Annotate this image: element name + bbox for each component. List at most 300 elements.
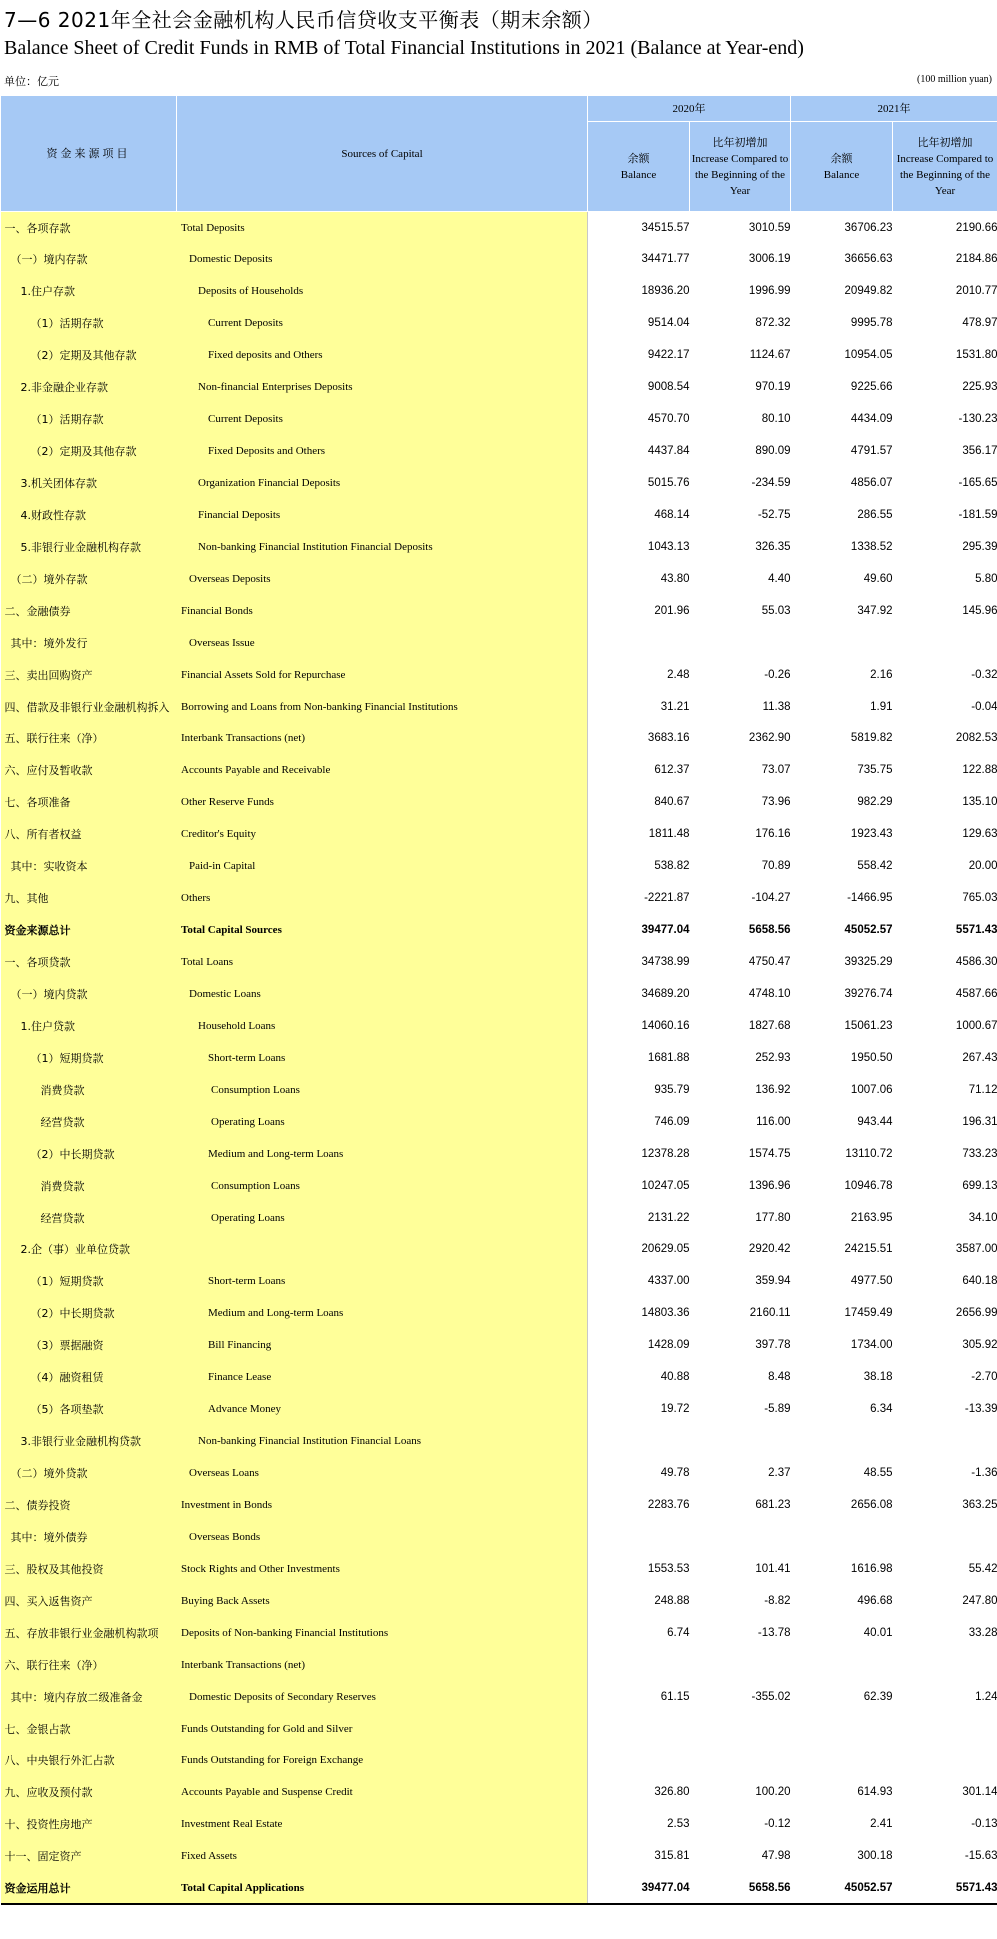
table-row <box>1 212 997 244</box>
row-label-cn: 其中：境外债券 <box>1 1521 177 1553</box>
header-increase-2021: 比年初增加 Increase Compared to the Beginning of the Year <box>893 122 997 212</box>
value-2020-increase: 55.03 <box>690 595 791 627</box>
table-row <box>1 978 997 1010</box>
row-label-en: Fixed Deposits and Others <box>177 435 588 467</box>
value-2021-increase: 1531.80 <box>893 339 997 371</box>
row-label-en: Deposits of Households <box>177 275 588 307</box>
row-label-en: Fixed Assets <box>177 1840 588 1872</box>
unit-label-cn: 单位：亿元 <box>4 75 59 88</box>
value-2021-balance: 10954.05 <box>791 339 893 371</box>
value-2020-increase: -0.26 <box>690 659 791 691</box>
header-increase-2020: 比年初增加 Increase Compared to the Beginning of the Year <box>690 122 791 212</box>
value-2021-balance <box>791 1425 893 1457</box>
value-2021-increase: -0.32 <box>893 659 997 691</box>
table-row <box>1 1808 997 1840</box>
value-2021-balance: 943.44 <box>791 1106 893 1138</box>
value-2020-increase: 73.07 <box>690 754 791 786</box>
unit-label-en: (100 million yuan) <box>917 74 992 85</box>
table-row <box>1 1521 997 1553</box>
row-label-cn: 九、应收及预付款 <box>1 1776 177 1808</box>
table-row <box>1 786 997 818</box>
table-row <box>1 1074 997 1106</box>
value-2020-balance: 4570.70 <box>588 403 690 435</box>
value-2021-balance: 1616.98 <box>791 1553 893 1585</box>
row-label-en: Overseas Issue <box>177 627 588 659</box>
value-2021-balance: 1734.00 <box>791 1329 893 1361</box>
row-label-cn: （1）短期贷款 <box>1 1042 177 1074</box>
row-label-cn: 五、存放非银行业金融机构款项 <box>1 1617 177 1649</box>
row-label-cn: 十一、固定资产 <box>1 1840 177 1872</box>
row-label-en: Fixed deposits and Others <box>177 339 588 371</box>
table-row <box>1 563 997 595</box>
value-2021-increase: 20.00 <box>893 850 997 882</box>
value-2021-increase: -2.70 <box>893 1361 997 1393</box>
value-2021-increase: 267.43 <box>893 1042 997 1074</box>
table-row <box>1 1138 997 1170</box>
row-label-en: Advance Money <box>177 1393 588 1425</box>
table-row <box>1 499 997 531</box>
row-label-en: Non-financial Enterprises Deposits <box>177 371 588 403</box>
value-2021-increase: 301.14 <box>893 1776 997 1808</box>
value-2020-increase: 2160.11 <box>690 1297 791 1329</box>
value-2021-increase: 733.23 <box>893 1138 997 1170</box>
value-2020-increase: 890.09 <box>690 435 791 467</box>
value-2020-increase: -8.82 <box>690 1585 791 1617</box>
value-2020-balance: 468.14 <box>588 499 690 531</box>
value-2021-balance: 9995.78 <box>791 307 893 339</box>
value-2021-increase: 2184.86 <box>893 243 997 275</box>
table-row <box>1 1713 997 1745</box>
row-label-en: Other Reserve Funds <box>177 786 588 818</box>
table-row <box>1 627 997 659</box>
value-2021-balance: 1338.52 <box>791 531 893 563</box>
table-row <box>1 882 997 914</box>
value-2021-balance: 20949.82 <box>791 275 893 307</box>
value-2021-increase: -1.36 <box>893 1457 997 1489</box>
row-label-en: Borrowing and Loans from Non-banking Financial Institutions <box>177 691 588 723</box>
value-2021-increase: 196.31 <box>893 1106 997 1138</box>
value-2020-balance: 5015.76 <box>588 467 690 499</box>
value-2021-increase <box>893 627 997 659</box>
value-2020-increase: 176.16 <box>690 818 791 850</box>
row-label-en: Domestic Deposits of Secondary Reserves <box>177 1681 588 1713</box>
value-2020-balance: 248.88 <box>588 1585 690 1617</box>
value-2021-balance: 5819.82 <box>791 723 893 755</box>
value-2020-increase: 101.41 <box>690 1553 791 1585</box>
row-label-cn: 三、卖出回购资产 <box>1 659 177 691</box>
value-2021-increase: 356.17 <box>893 435 997 467</box>
row-label-cn: 六、应付及暂收款 <box>1 754 177 786</box>
value-2021-increase: 295.39 <box>893 531 997 563</box>
table-row <box>1 1553 997 1585</box>
row-label-en: Overseas Deposits <box>177 563 588 595</box>
row-label-en: Operating Loans <box>177 1202 588 1234</box>
row-label-en: Accounts Payable and Receivable <box>177 754 588 786</box>
row-label-cn: 三、股权及其他投资 <box>1 1553 177 1585</box>
value-2020-balance: 326.80 <box>588 1776 690 1808</box>
value-2021-balance: 1923.43 <box>791 818 893 850</box>
row-label-cn: （2）中长期贷款 <box>1 1138 177 1170</box>
value-2021-increase: 640.18 <box>893 1265 997 1297</box>
row-label-cn: （4）融资租赁 <box>1 1361 177 1393</box>
row-label-en: Finance Lease <box>177 1361 588 1393</box>
row-label-en: Current Deposits <box>177 307 588 339</box>
value-2020-increase <box>690 1425 791 1457</box>
row-label-en: Non-banking Financial Institution Financial Deposits <box>177 531 588 563</box>
value-2021-balance <box>791 1649 893 1681</box>
header-year-2020: 2020年 <box>588 96 791 122</box>
table-row <box>1 1393 997 1425</box>
value-2021-balance: 62.39 <box>791 1681 893 1713</box>
table-row <box>1 1234 997 1266</box>
row-label-cn: 六、联行往来（净） <box>1 1649 177 1681</box>
value-2020-balance: 10247.05 <box>588 1170 690 1202</box>
table-row <box>1 531 997 563</box>
value-2021-balance: 24215.51 <box>791 1234 893 1266</box>
value-2020-increase: 1574.75 <box>690 1138 791 1170</box>
value-2020-increase: 359.94 <box>690 1265 791 1297</box>
value-2021-increase <box>893 1649 997 1681</box>
value-2021-balance: 286.55 <box>791 499 893 531</box>
table-row <box>1 691 997 723</box>
table-row <box>1 659 997 691</box>
value-2020-increase: 177.80 <box>690 1202 791 1234</box>
value-2020-balance: 9422.17 <box>588 339 690 371</box>
row-label-cn: 消费贷款 <box>1 1074 177 1106</box>
value-2020-increase: 2.37 <box>690 1457 791 1489</box>
row-label-cn: 七、金银占款 <box>1 1713 177 1745</box>
value-2021-balance: 4856.07 <box>791 467 893 499</box>
table-row <box>1 1649 997 1681</box>
table-row <box>1 243 997 275</box>
table-row <box>1 467 997 499</box>
table-row <box>1 1617 997 1649</box>
value-2020-balance: 3683.16 <box>588 723 690 755</box>
value-2021-balance: 2163.95 <box>791 1202 893 1234</box>
row-label-cn: 八、中央银行外汇占款 <box>1 1745 177 1777</box>
row-label-en: Stock Rights and Other Investments <box>177 1553 588 1585</box>
value-2020-balance <box>588 1713 690 1745</box>
row-label-cn: 1.住户存款 <box>1 275 177 307</box>
value-2021-balance: 4791.57 <box>791 435 893 467</box>
row-label-en: Funds Outstanding for Foreign Exchange <box>177 1745 588 1777</box>
row-label-cn: 七、各项准备 <box>1 786 177 818</box>
table-row <box>1 403 997 435</box>
value-2020-increase: 970.19 <box>690 371 791 403</box>
table-row <box>1 1489 997 1521</box>
row-label-en: Medium and Long-term Loans <box>177 1297 588 1329</box>
value-2021-balance: 13110.72 <box>791 1138 893 1170</box>
table-title-en: Balance Sheet of Credit Funds in RMB of Total Financial Institutions in 2021 (Balance at Year-end) <box>4 37 804 59</box>
table-row <box>1 1776 997 1808</box>
value-2021-increase: 247.80 <box>893 1585 997 1617</box>
row-label-en: Investment Real Estate <box>177 1808 588 1840</box>
header-balance-2020: 余额 Balance <box>588 122 690 212</box>
value-2021-increase: 129.63 <box>893 818 997 850</box>
value-2021-increase <box>893 1745 997 1777</box>
value-2021-balance: 496.68 <box>791 1585 893 1617</box>
value-2021-increase: 363.25 <box>893 1489 997 1521</box>
row-label-cn: 其中：实收资本 <box>1 850 177 882</box>
table-row <box>1 371 997 403</box>
value-2021-increase: 33.28 <box>893 1617 997 1649</box>
table-row <box>1 339 997 371</box>
row-label-cn: （5）各项垫款 <box>1 1393 177 1425</box>
row-label-cn: 四、借款及非银行业金融机构拆入 <box>1 691 177 723</box>
row-label-cn: 3.非银行业金融机构贷款 <box>1 1425 177 1457</box>
value-2020-balance: 34738.99 <box>588 946 690 978</box>
table-row <box>1 1170 997 1202</box>
table-row <box>1 1361 997 1393</box>
value-2021-increase: 2656.99 <box>893 1297 997 1329</box>
row-label-cn: （1）活期存款 <box>1 307 177 339</box>
table-row <box>1 946 997 978</box>
value-2020-balance: 40.88 <box>588 1361 690 1393</box>
value-2020-balance: 39477.04 <box>588 1872 690 1904</box>
value-2020-balance: 39477.04 <box>588 914 690 946</box>
value-2021-increase: 5571.43 <box>893 914 997 946</box>
row-label-en: Domestic Loans <box>177 978 588 1010</box>
value-2021-increase <box>893 1521 997 1553</box>
value-2021-balance <box>791 1521 893 1553</box>
value-2020-increase: 2362.90 <box>690 723 791 755</box>
value-2020-balance: 4337.00 <box>588 1265 690 1297</box>
row-label-cn: 二、债券投资 <box>1 1489 177 1521</box>
value-2020-increase <box>690 1649 791 1681</box>
row-label-en: Funds Outstanding for Gold and Silver <box>177 1713 588 1745</box>
header-year-2021: 2021年 <box>791 96 997 122</box>
value-2021-balance: 2.41 <box>791 1808 893 1840</box>
table-title-cn: 7—6 2021年全社会金融机构人民币信贷收支平衡表（期末余额） <box>4 8 603 32</box>
value-2021-increase: 305.92 <box>893 1329 997 1361</box>
value-2021-increase: 55.42 <box>893 1553 997 1585</box>
header-item-en: Sources of Capital <box>177 96 588 212</box>
table-row <box>1 1745 997 1777</box>
row-label-en: Current Deposits <box>177 403 588 435</box>
table-row <box>1 307 997 339</box>
value-2021-balance: 15061.23 <box>791 1010 893 1042</box>
value-2021-balance: 45052.57 <box>791 914 893 946</box>
value-2020-increase: 1996.99 <box>690 275 791 307</box>
table-row <box>1 1010 997 1042</box>
value-2020-balance: 840.67 <box>588 786 690 818</box>
value-2020-balance: 1811.48 <box>588 818 690 850</box>
value-2021-balance: 45052.57 <box>791 1872 893 1904</box>
table-row <box>1 754 997 786</box>
row-label-cn: 十、投资性房地产 <box>1 1808 177 1840</box>
table-body <box>1 212 997 1905</box>
value-2020-balance: 9514.04 <box>588 307 690 339</box>
row-label-en: Short-term Loans <box>177 1042 588 1074</box>
row-label-cn: 3.机关团体存款 <box>1 467 177 499</box>
value-2020-increase: 73.96 <box>690 786 791 818</box>
value-2021-balance: 1950.50 <box>791 1042 893 1074</box>
value-2021-balance <box>791 1713 893 1745</box>
value-2020-balance: 6.74 <box>588 1617 690 1649</box>
value-2020-balance <box>588 1425 690 1457</box>
value-2020-increase: -52.75 <box>690 499 791 531</box>
row-label-en: Overseas Bonds <box>177 1521 588 1553</box>
value-2020-balance: 1681.88 <box>588 1042 690 1074</box>
value-2020-increase: 3006.19 <box>690 243 791 275</box>
row-label-en: Financial Deposits <box>177 499 588 531</box>
value-2020-balance: 43.80 <box>588 563 690 595</box>
table-row <box>1 1585 997 1617</box>
value-2021-increase <box>893 1425 997 1457</box>
value-2020-balance: 1553.53 <box>588 1553 690 1585</box>
row-label-en: Household Loans <box>177 1010 588 1042</box>
row-label-en: Creditor's Equity <box>177 818 588 850</box>
value-2021-increase: 122.88 <box>893 754 997 786</box>
table-row <box>1 914 997 946</box>
row-label-cn: （二）境外贷款 <box>1 1457 177 1489</box>
value-2021-increase: -165.65 <box>893 467 997 499</box>
row-label-cn: （2）定期及其他存款 <box>1 435 177 467</box>
value-2021-balance: -1466.95 <box>791 882 893 914</box>
value-2020-increase: 681.23 <box>690 1489 791 1521</box>
table-row <box>1 723 997 755</box>
row-label-cn: （2）定期及其他存款 <box>1 339 177 371</box>
value-2020-increase: -355.02 <box>690 1681 791 1713</box>
row-label-en: Others <box>177 882 588 914</box>
value-2020-increase: 1396.96 <box>690 1170 791 1202</box>
value-2021-increase: 71.12 <box>893 1074 997 1106</box>
table-row <box>1 818 997 850</box>
value-2020-balance: 1043.13 <box>588 531 690 563</box>
row-label-en: Financial Assets Sold for Repurchase <box>177 659 588 691</box>
table-row <box>1 1681 997 1713</box>
row-label-cn: （二）境外存款 <box>1 563 177 595</box>
row-label-cn: 八、所有者权益 <box>1 818 177 850</box>
row-label-en: Paid-in Capital <box>177 850 588 882</box>
row-label-cn: （一）境内存款 <box>1 243 177 275</box>
value-2020-increase: 4.40 <box>690 563 791 595</box>
value-2020-balance: 18936.20 <box>588 275 690 307</box>
value-2020-increase: 326.35 <box>690 531 791 563</box>
value-2021-balance: 558.42 <box>791 850 893 882</box>
value-2021-increase: 765.03 <box>893 882 997 914</box>
value-2021-balance: 39325.29 <box>791 946 893 978</box>
value-2020-balance: 2.48 <box>588 659 690 691</box>
value-2021-balance: 36706.23 <box>791 212 893 244</box>
value-2020-balance: 61.15 <box>588 1681 690 1713</box>
row-label-cn: 2.非金融企业存款 <box>1 371 177 403</box>
value-2021-increase: 4586.30 <box>893 946 997 978</box>
value-2020-balance: 20629.05 <box>588 1234 690 1266</box>
value-2020-increase: 397.78 <box>690 1329 791 1361</box>
row-label-cn: 消费贷款 <box>1 1170 177 1202</box>
value-2020-balance <box>588 627 690 659</box>
value-2020-increase: -5.89 <box>690 1393 791 1425</box>
value-2021-balance: 38.18 <box>791 1361 893 1393</box>
value-2021-increase: 5571.43 <box>893 1872 997 1904</box>
table-row <box>1 435 997 467</box>
value-2020-balance: 19.72 <box>588 1393 690 1425</box>
value-2021-balance: 982.29 <box>791 786 893 818</box>
value-2020-balance: -2221.87 <box>588 882 690 914</box>
row-label-en: Operating Loans <box>177 1106 588 1138</box>
row-label-cn: 2.企（事）业单位贷款 <box>1 1234 177 1266</box>
value-2020-increase: -234.59 <box>690 467 791 499</box>
table-row <box>1 1425 997 1457</box>
value-2021-increase: 34.10 <box>893 1202 997 1234</box>
row-label-cn: 资金来源总计 <box>1 914 177 946</box>
value-2020-increase: 70.89 <box>690 850 791 882</box>
value-2020-increase <box>690 1745 791 1777</box>
table-row <box>1 1202 997 1234</box>
row-label-cn: （1）活期存款 <box>1 403 177 435</box>
header-item-cn: 资金来源项目 <box>1 96 177 212</box>
value-2020-increase: 100.20 <box>690 1776 791 1808</box>
row-label-cn: 一、各项贷款 <box>1 946 177 978</box>
table-row <box>1 850 997 882</box>
value-2020-increase: 1827.68 <box>690 1010 791 1042</box>
value-2021-increase: -0.04 <box>893 691 997 723</box>
value-2021-increase: 135.10 <box>893 786 997 818</box>
value-2020-increase: 80.10 <box>690 403 791 435</box>
value-2020-increase: 2920.42 <box>690 1234 791 1266</box>
value-2020-increase <box>690 1521 791 1553</box>
row-label-cn: 5.非银行业金融机构存款 <box>1 531 177 563</box>
row-label-en: Overseas Loans <box>177 1457 588 1489</box>
value-2021-balance: 614.93 <box>791 1776 893 1808</box>
value-2020-increase: 1124.67 <box>690 339 791 371</box>
row-label-cn: 其中：境外发行 <box>1 627 177 659</box>
row-label-en: Organization Financial Deposits <box>177 467 588 499</box>
value-2020-increase: 47.98 <box>690 1840 791 1872</box>
value-2020-increase: 116.00 <box>690 1106 791 1138</box>
balance-sheet-table <box>0 95 997 1905</box>
value-2020-balance: 4437.84 <box>588 435 690 467</box>
table-row <box>1 1106 997 1138</box>
row-label-en: Domestic Deposits <box>177 243 588 275</box>
table-row <box>1 1457 997 1489</box>
value-2021-balance: 6.34 <box>791 1393 893 1425</box>
value-2020-increase: 3010.59 <box>690 212 791 244</box>
value-2021-increase: 699.13 <box>893 1170 997 1202</box>
value-2020-increase: -0.12 <box>690 1808 791 1840</box>
table-row <box>1 595 997 627</box>
value-2021-balance: 4977.50 <box>791 1265 893 1297</box>
value-2020-balance: 1428.09 <box>588 1329 690 1361</box>
table-row <box>1 1840 997 1872</box>
row-label-en: Interbank Transactions (net) <box>177 1649 588 1681</box>
value-2020-balance: 2131.22 <box>588 1202 690 1234</box>
value-2020-increase: 872.32 <box>690 307 791 339</box>
value-2021-balance: 36656.63 <box>791 243 893 275</box>
value-2021-balance: 1.91 <box>791 691 893 723</box>
row-label-cn: 经营贷款 <box>1 1106 177 1138</box>
value-2021-increase: 4587.66 <box>893 978 997 1010</box>
row-label-en: Short-term Loans <box>177 1265 588 1297</box>
table-row <box>1 1297 997 1329</box>
value-2020-balance: 31.21 <box>588 691 690 723</box>
value-2020-balance <box>588 1649 690 1681</box>
value-2021-increase: 145.96 <box>893 595 997 627</box>
row-label-en: Accounts Payable and Suspense Credit <box>177 1776 588 1808</box>
value-2020-increase: 4750.47 <box>690 946 791 978</box>
row-label-cn: 资金运用总计 <box>1 1872 177 1904</box>
row-label-cn: 4.财政性存款 <box>1 499 177 531</box>
value-2021-balance: 4434.09 <box>791 403 893 435</box>
value-2021-increase: 1.24 <box>893 1681 997 1713</box>
value-2021-balance: 347.92 <box>791 595 893 627</box>
value-2020-balance: 612.37 <box>588 754 690 786</box>
value-2020-balance: 14803.36 <box>588 1297 690 1329</box>
value-2021-increase: 1000.67 <box>893 1010 997 1042</box>
value-2021-balance: 48.55 <box>791 1457 893 1489</box>
row-label-en: Bill Financing <box>177 1329 588 1361</box>
